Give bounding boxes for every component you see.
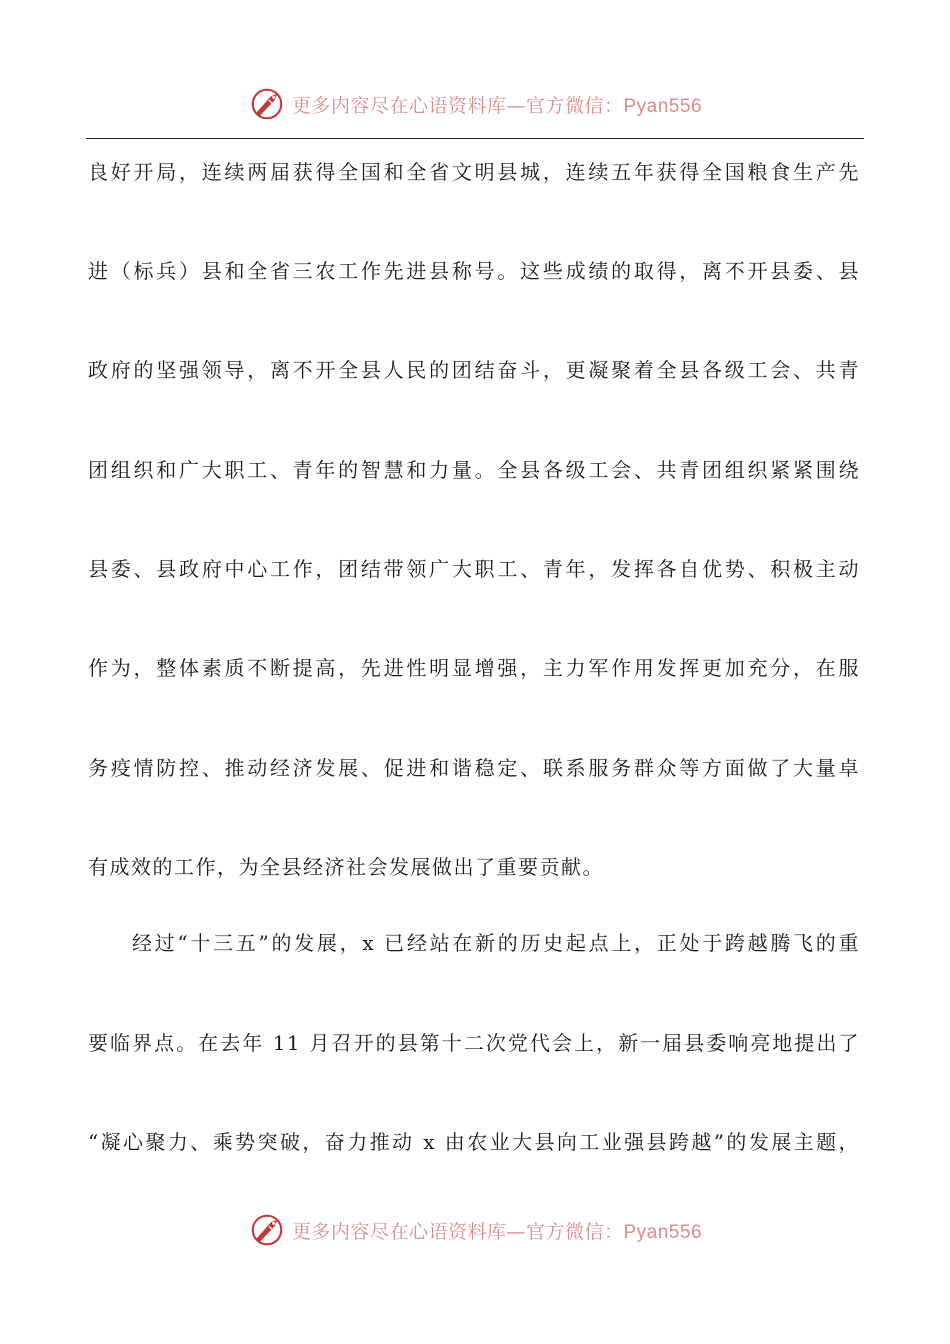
body-line-9: 经过“十三五”的发展，x 已经站在新的历史起点上，正处于跨越腾飞的重 xyxy=(132,931,860,955)
body-line-3: 政府的坚强领导，离不开全县人民的团结奋斗，更凝聚着全县各级工会、共青 xyxy=(88,358,860,382)
footer-banner-wechat-id: Pyan556 xyxy=(623,1221,703,1243)
header-banner-text xyxy=(292,91,702,118)
body-line-1: 良好开局，连续两届获得全国和全省文明县城，连续五年获得全国粮食生产先 xyxy=(88,160,860,184)
header-banner-wechat-id: Pyan556 xyxy=(623,95,703,117)
body-line-11: “凝心聚力、乘势突破，奋力推动 x 由农业大县向工业强县跨越”的发展主题， xyxy=(88,1130,860,1154)
header-banner-main: 更多内容尽在心语资料库 xyxy=(291,94,507,117)
pen-nib-logo-icon xyxy=(248,85,286,123)
body-line-2: 进（标兵）县和全省三农工作先进县称号。这些成绩的取得，离不开县委、县 xyxy=(88,259,860,283)
header-banner-wechat-label: 官方微信： xyxy=(525,94,624,117)
body-line-5: 县委、县政府中心工作，团结带领广大职工、青年，发挥各自优势、积极主动 xyxy=(88,557,860,581)
body-line-4: 团组织和广大职工、青年的智慧和力量。全县各级工会、共青团组织紧紧围绕 xyxy=(88,458,860,482)
body-line-6: 作为，整体素质不断提高，先进性明显增强，主力军作用发挥更加充分，在服 xyxy=(88,656,860,680)
footer-banner-main: 更多内容尽在心语资料库 xyxy=(291,1220,507,1243)
footer-banner xyxy=(0,1208,950,1252)
header-banner-dash: — xyxy=(506,94,526,117)
footer-banner-wechat-label: 官方微信： xyxy=(525,1220,624,1243)
header-banner xyxy=(0,82,950,126)
header-rule xyxy=(86,138,864,139)
footer-banner-dash: — xyxy=(506,1220,526,1243)
body-line-7: 务疫情防控、推动经济发展、促进和谐稳定、联系服务群众等方面做了大量卓 xyxy=(88,756,860,780)
pen-nib-logo-icon xyxy=(248,1211,286,1249)
body-line-8: 有成效的工作，为全县经济社会发展做出了重要贡献。 xyxy=(88,855,604,879)
footer-banner-text xyxy=(292,1217,702,1244)
body-line-10: 要临界点。在去年 11 月召开的县第十二次党代会上，新一届县委响亮地提出了 xyxy=(88,1031,860,1055)
